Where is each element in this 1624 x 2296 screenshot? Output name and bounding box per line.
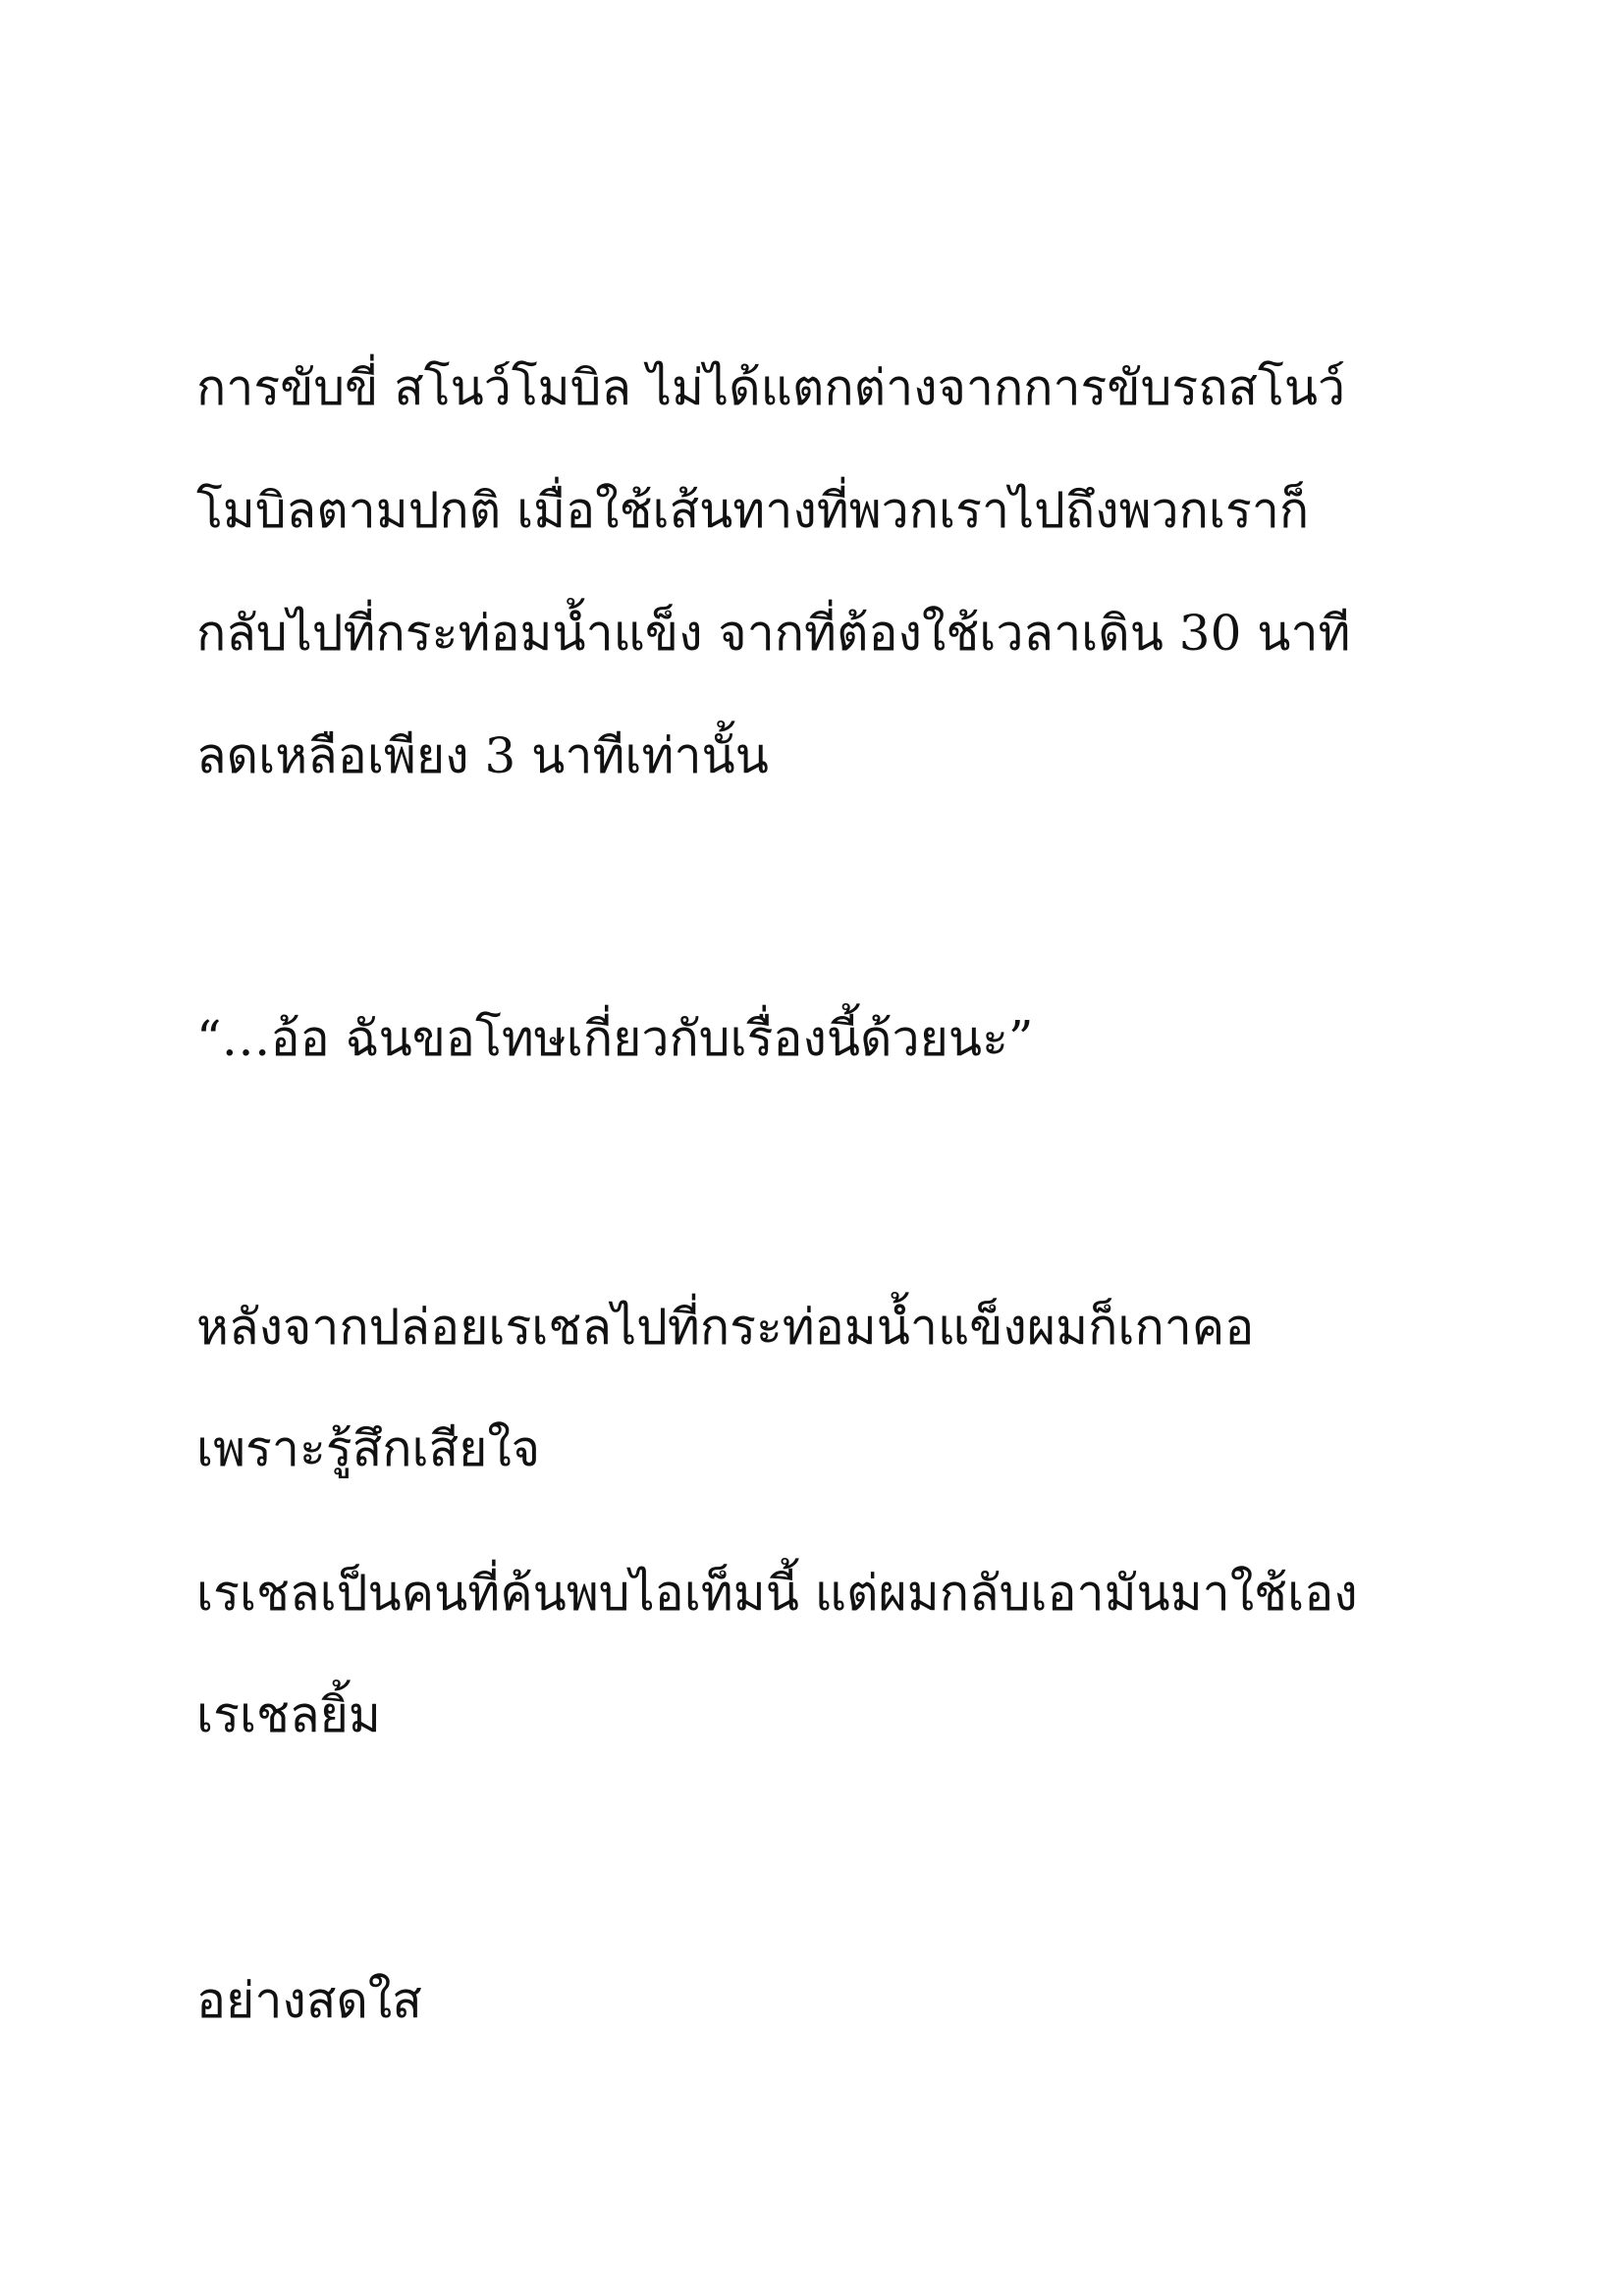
paragraph-1-line-3: กลับไปที่กระท่อมน้ำแข็ง จากที่ต้องใช้เวลาเดิน 30 นาที (196, 605, 1351, 662)
paragraph-3-line-1: เรเชลเป็นคนที่ค้นพบไอเท็มนี้ แต่ผมกลับเอามันมาใช้เอง (196, 1565, 1358, 1622)
paragraph-2-line-2: เพราะรู้สึกเสียใจ (196, 1420, 541, 1477)
closing-line: อย่างสดใส (196, 1972, 422, 2029)
paragraph-3-line-2: เรเชลยิ้ม (196, 1686, 381, 1743)
paragraph-1-line-4: ลดเหลือเพียง 3 นาทีเท่านั้น (196, 727, 769, 784)
dialogue-line: “…อ้อ ฉันขอโทษเกี่ยวกับเรื่องนี้ด้วยนะ” (196, 1010, 1034, 1067)
paragraph-1-line-1: การขับขี่ สโนว์โมบิล ไม่ได้แตกต่างจากการขับรถสโนว์ (196, 359, 1346, 416)
paragraph-1-line-2: โมบิลตามปกติ เมื่อใช้เส้นทางที่พวกเราไปถึงพวกเราก็ (196, 482, 1310, 539)
paragraph-2-line-1: หลังจากปล่อยเรเชลไปที่กระท่อมน้ำแข็งผมก็เกาคอ (196, 1299, 1255, 1356)
